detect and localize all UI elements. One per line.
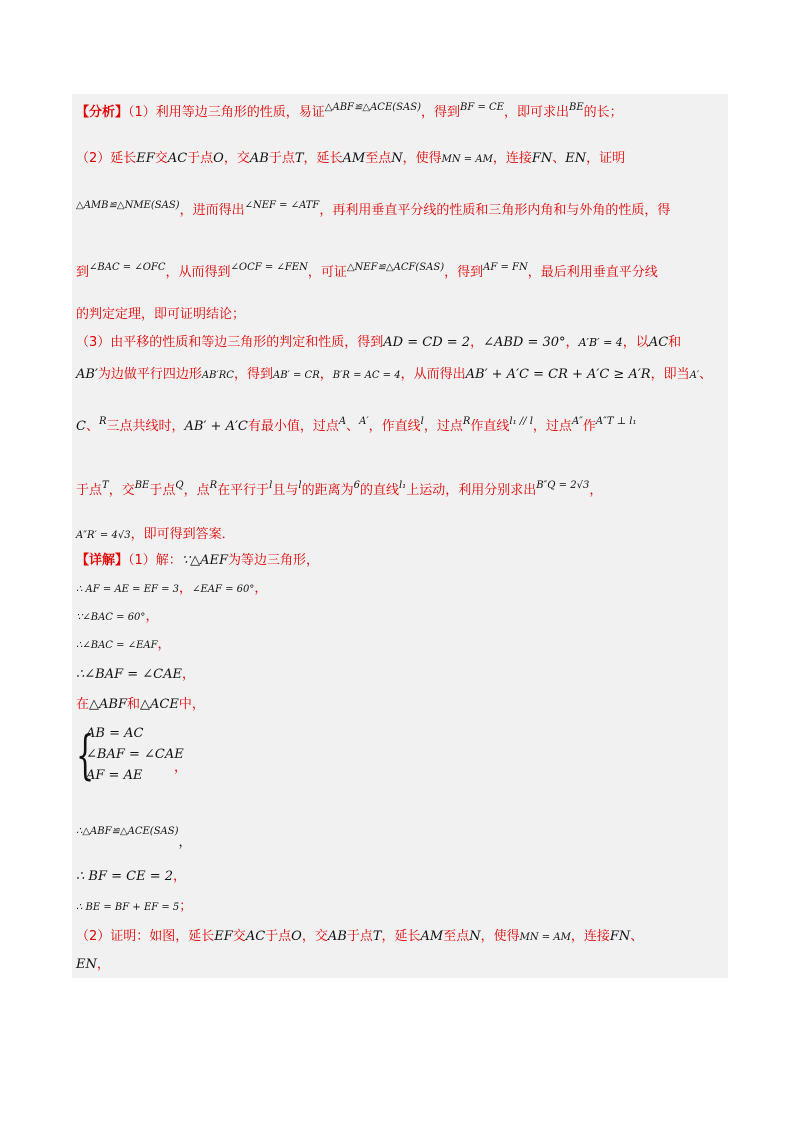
text: ，使得: [480, 929, 520, 944]
math: R: [462, 416, 471, 427]
text: 有最小值，过点: [247, 419, 339, 434]
math: AB′ + A′C = CR + A′C ≥ A′R: [465, 367, 651, 382]
text: ，: [173, 869, 187, 884]
text: ，连接: [492, 151, 532, 166]
solution-line-6: [76, 696, 205, 714]
text: ，: [319, 367, 333, 382]
solution-line-2: [76, 580, 267, 599]
text: ，证明: [586, 151, 626, 166]
text: 的距离为: [301, 483, 354, 498]
text: 且与: [272, 483, 299, 498]
text: 于点: [346, 929, 373, 944]
math: A″R′ = 4√3: [76, 530, 131, 541]
math: AM: [342, 151, 366, 166]
math: O: [291, 929, 302, 944]
math: △ABF≌△ACE(SAS): [324, 102, 421, 113]
solution-line-7: [76, 822, 192, 850]
text: ，可证: [307, 265, 347, 280]
text: ，进而得出: [179, 203, 245, 218]
math: AC: [167, 151, 188, 166]
text: （2）证明：如图，延长: [76, 929, 215, 944]
text: ，: [470, 335, 484, 350]
text: ，: [565, 335, 579, 350]
math: A″T ⊥ l₁: [595, 416, 637, 427]
text: ，交: [108, 483, 135, 498]
math: Q: [175, 480, 184, 491]
solution-line-9: [76, 898, 192, 917]
text: 于点: [187, 151, 214, 166]
text: 中，: [178, 697, 205, 712]
math: ∵△AEF: [181, 553, 228, 568]
analysis-line-10: [76, 526, 235, 545]
analysis-line-1: [76, 104, 623, 123]
math: l₁ // l: [509, 416, 533, 427]
text: （3）由平移的性质和等边三角形的判定和性质，得到: [76, 335, 384, 350]
math: ∴∠BAC = ∠EAF: [76, 640, 158, 651]
math: O: [213, 151, 224, 166]
solution-line-4: [76, 636, 171, 655]
text: ，连接: [570, 929, 610, 944]
solution-line-1: [76, 552, 319, 570]
text: 在平行于: [217, 483, 270, 498]
math: ∠ABD = 30°: [483, 335, 566, 350]
math: △ABF: [89, 697, 127, 712]
text: （1）利用等边三角形的性质，易证: [128, 105, 325, 120]
math: AB′: [76, 367, 98, 382]
math: A″: [571, 416, 583, 427]
math: EF: [214, 929, 233, 944]
math: B″Q = 2√3: [536, 480, 590, 491]
math: EN: [565, 151, 587, 166]
analysis-tag: 【分析】: [76, 105, 129, 120]
text: ；: [179, 899, 193, 914]
text: 上运动，利用分别求出: [406, 483, 537, 498]
math: AF = FN: [483, 262, 528, 273]
math: ∵∠BAC = 60°: [76, 612, 146, 623]
text: 在: [76, 697, 90, 712]
text: 作直线: [470, 419, 510, 434]
text: ，即当: [650, 367, 690, 382]
left-brace-icon: {: [76, 726, 95, 786]
text: 作: [582, 419, 596, 434]
math: ∴△ABF≌△ACE(SAS): [76, 826, 179, 837]
math: ∴ BE = BF + EF = 5: [76, 902, 180, 913]
solution-line-10: [76, 928, 643, 947]
math: FN: [531, 151, 553, 166]
text: 的直线: [359, 483, 399, 498]
text: （2）延长: [76, 151, 137, 166]
system-row-2: ∠BAF = ∠CAE: [86, 747, 184, 762]
math: ∠NEF = ∠ATF: [244, 200, 320, 211]
analysis-line-3: [76, 202, 670, 221]
math: ∴ AF = AE = EF = 3: [76, 584, 180, 595]
text: ，延长: [303, 151, 343, 166]
text: ，使得: [402, 151, 442, 166]
math: ∠BAC = ∠OFC: [89, 262, 166, 273]
analysis-line-9: [76, 482, 602, 501]
math: A: [338, 416, 347, 427]
text: ，最后利用垂直平分线: [527, 265, 658, 280]
math: AB′ + A′C: [184, 419, 248, 434]
math: EF: [136, 151, 155, 166]
text: 至点: [443, 929, 470, 944]
text: ，即可求出: [503, 105, 569, 120]
math: AC: [245, 929, 266, 944]
math: T: [294, 151, 304, 166]
text: ，过点: [423, 419, 463, 434]
text: 、: [699, 367, 713, 382]
solution-line-5: [76, 666, 195, 684]
text: ，即可得到答案．: [130, 527, 235, 542]
text: ，: [96, 957, 110, 972]
text: 、: [85, 419, 99, 434]
text: 于点: [265, 929, 292, 944]
math: MN = AM: [519, 932, 571, 943]
analysis-line-4: [76, 264, 658, 283]
math: AD = CD = 2: [383, 335, 471, 350]
math: l: [269, 480, 273, 491]
text: 为等边三角形，: [227, 553, 319, 568]
text: 交: [232, 929, 246, 944]
math: BF = CE: [459, 102, 504, 113]
math: BE: [134, 480, 150, 491]
math: R: [209, 480, 218, 491]
text: ，得到: [233, 367, 273, 382]
analysis-line-2: [76, 150, 625, 169]
math: C: [76, 419, 86, 434]
math: AB′ = CR: [272, 370, 320, 381]
math: A′B′ = 4: [578, 336, 623, 349]
math: B′R = AC = 4: [332, 370, 401, 381]
text: ，点: [183, 483, 210, 498]
math: AB: [249, 151, 269, 166]
text: ，: [179, 581, 193, 596]
math: ∴ BF = CE = 2: [76, 869, 173, 884]
text: ，交: [301, 929, 328, 944]
text: 、: [346, 419, 360, 434]
text: ，作直线: [368, 419, 421, 434]
math: A′: [359, 416, 369, 427]
math: △AMB≌△NME(SAS): [76, 200, 180, 211]
text: ，以: [622, 335, 649, 350]
text: ，过点: [532, 419, 572, 434]
text: ，延长: [381, 929, 421, 944]
text: ，再利用垂直平分线的性质和三角形内角和与外角的性质，得: [319, 203, 671, 218]
solution-line-8: [76, 868, 186, 886]
solution-line-3: [76, 608, 158, 627]
text: 为边做平行四边形: [97, 367, 202, 382]
text: 于点: [268, 151, 295, 166]
math: AM: [420, 929, 444, 944]
system-row-3: AF = AE: [86, 768, 143, 783]
analysis-line-5: [76, 306, 245, 324]
text: ，: [589, 483, 603, 498]
math: EN: [76, 957, 97, 972]
math: l₁: [398, 480, 407, 491]
text: ，: [157, 637, 171, 652]
analysis-line-7: [76, 366, 712, 385]
text: 三点共线时，: [106, 419, 185, 434]
math: AB′RC: [201, 370, 234, 381]
text: 于点: [76, 483, 103, 498]
math: MN = AM: [441, 154, 493, 165]
solution-line-11: [76, 956, 110, 974]
text: 和: [668, 335, 682, 350]
text: ，: [182, 667, 196, 682]
analysis-line-8: [76, 418, 637, 437]
math: N: [391, 151, 403, 166]
text: 交: [154, 151, 168, 166]
text: ，从而得出: [400, 367, 466, 382]
text: （1）解：: [128, 553, 182, 568]
math: 6: [353, 480, 360, 491]
math: ∠OCF = ∠FEN: [230, 262, 308, 273]
text: 和: [126, 697, 140, 712]
math: A′: [689, 370, 700, 381]
text: ，: [145, 609, 159, 624]
text: ，得到: [420, 105, 460, 120]
text: 到: [76, 265, 90, 280]
text: ，: [254, 581, 268, 596]
text: ，: [178, 835, 192, 850]
system-comma: ，: [174, 760, 188, 775]
solution-tag: 【详解】: [76, 553, 129, 568]
text: ，得到: [444, 265, 484, 280]
math: △ACE: [140, 697, 179, 712]
text: 、: [552, 151, 566, 166]
text: 至点: [365, 151, 392, 166]
math: AB: [327, 929, 347, 944]
math: T: [372, 929, 382, 944]
math: l: [298, 480, 302, 491]
math: ∴∠BAF = ∠CAE: [76, 667, 182, 682]
system-row-1: AB = AC: [86, 726, 144, 741]
analysis-line-6: [76, 334, 681, 352]
text: 的判定定理，即可证明结论；: [76, 307, 246, 322]
text: ，从而得到: [165, 265, 231, 280]
math: AC: [648, 335, 669, 350]
math: l: [420, 416, 424, 427]
text: 、: [630, 929, 644, 944]
math: ∠EAF = 60°: [192, 584, 255, 595]
math: T: [102, 480, 109, 491]
text: 于点: [149, 483, 176, 498]
math: N: [469, 929, 481, 944]
text: 的长；: [583, 105, 623, 120]
text: ，交: [223, 151, 250, 166]
math: FN: [609, 929, 631, 944]
math: BE: [568, 102, 584, 113]
math: R: [98, 416, 107, 427]
math: △NEF≌△ACF(SAS): [346, 262, 445, 273]
